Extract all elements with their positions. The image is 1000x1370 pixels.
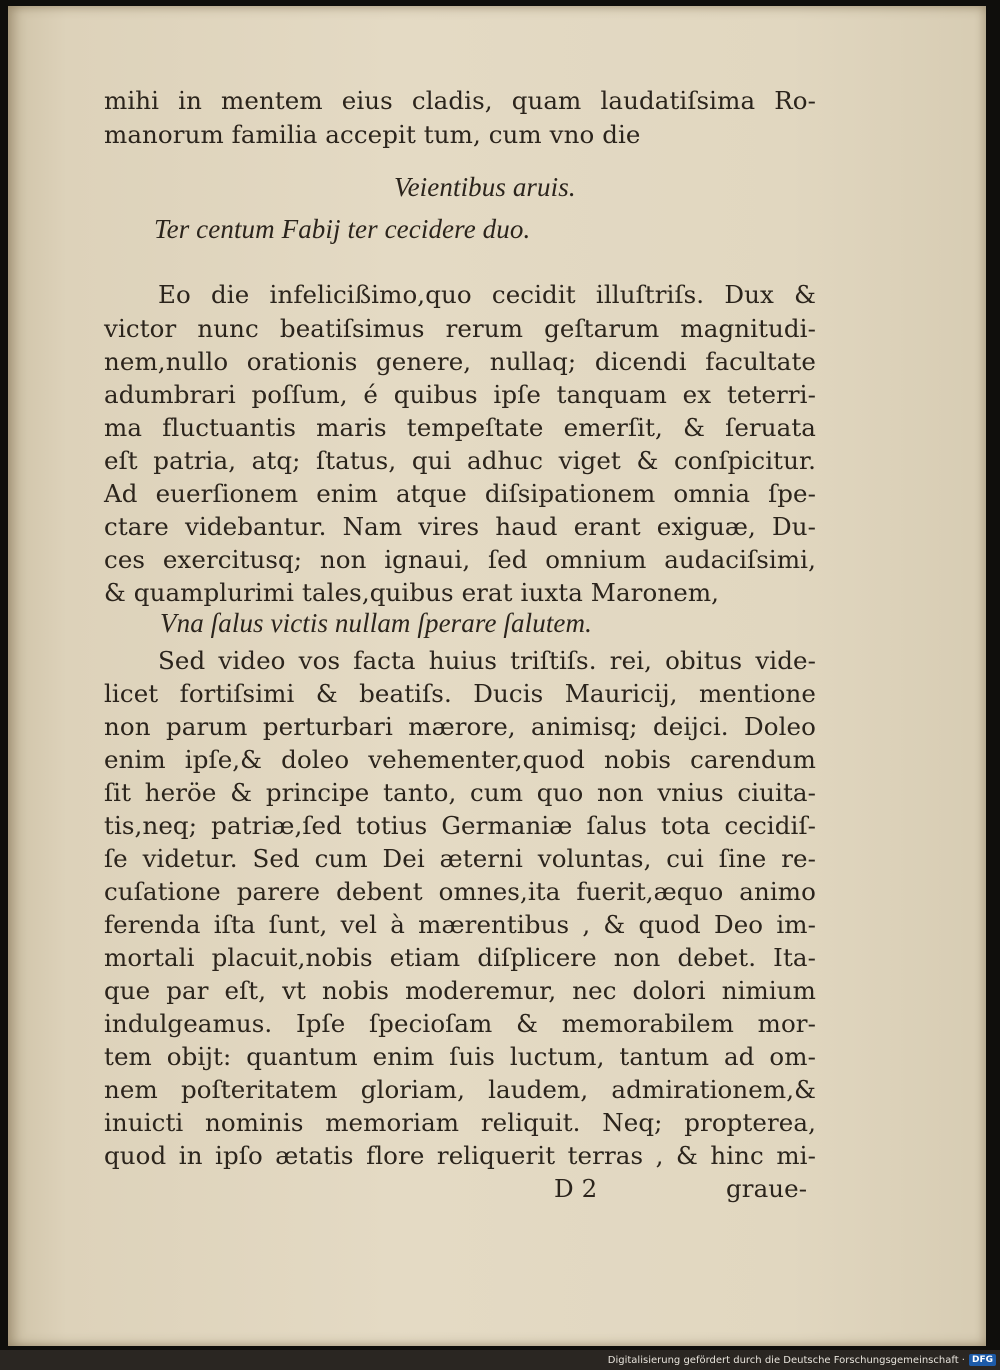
verse-line: Ter centum Fabij ter cecidere duo. <box>154 214 531 244</box>
text-line: nem poſteritatem gloriam, laudem, admirationem,& <box>104 1075 816 1104</box>
text-line: ferenda iſta ſunt, vel à mærentibus , & quod Deo im- <box>104 910 816 939</box>
text-line: manorum familia accepit tum, cum vno die <box>104 120 641 149</box>
text-line: que par eſt, vt nobis moderemur, nec dolori nimium <box>104 976 816 1005</box>
catchword: graue- <box>726 1174 808 1203</box>
text-line: adumbrari poſſum, é quibus ipſe tanquam ex teterri- <box>104 380 816 409</box>
text-line: & quamplurimi tales,quibus erat iuxta Maronem, <box>104 578 720 607</box>
verse-line: Vna ſalus victis nullam ſperare ſalutem. <box>160 608 592 638</box>
text-line: inuicti nominis memoriam reliquit. Neq; propterea, <box>104 1108 816 1137</box>
text-line: ces exercitusq; non ignaui, ſed omnium audaciſsimi, <box>104 545 816 574</box>
text-line: quod in ipſo ætatis flore reliquerit terras , & hinc mi- <box>104 1141 816 1170</box>
text-line: eſt patria, atq; ſtatus, qui adhuc viget & conſpicitur. <box>104 446 816 475</box>
text-line: cuſatione parere debent omnes,ita fuerit,æquo animo <box>104 877 816 906</box>
paper-sheet <box>8 6 986 1346</box>
text-line: mortali placuit,nobis etiam diſplicere non debet. Ita- <box>104 943 816 972</box>
footer-text: Digitalisierung gefördert durch die Deutsche Forschungsgemeinschaft · <box>607 1354 965 1366</box>
text-line: tis,neq; patriæ,ſed totius Germaniæ ſalus tota cecidiſ- <box>104 811 816 840</box>
text-line: nem,nullo orationis genere, nullaq; dicendi facultate <box>104 347 816 376</box>
text-line: tem obijt: quantum enim ſuis luctum, tantum ad om- <box>104 1042 816 1071</box>
text-line: Sed video vos facta huius triſtiſs. rei, obitus vide- <box>158 646 816 675</box>
text-line: licet fortiſsimi & beatiſs. Ducis Mauricij, mentione <box>104 679 816 708</box>
dfg-logo-icon: DFG <box>969 1354 996 1366</box>
text-line: Eo die infelicißimo,quo cecidit illuſtriſs. Dux & <box>158 280 816 309</box>
text-line: Ad euerſionem enim atque diſsipationem omnia ſpe- <box>104 479 816 508</box>
text-line: ctare videbantur. Nam vires haud erant exiguæ, Du- <box>104 512 816 541</box>
text-line: mihi in mentem eius cladis, quam laudatiſsima Ro- <box>104 86 816 115</box>
text-line: ſe videtur. Sed cum Dei æterni voluntas, cui ſine re- <box>104 844 816 873</box>
text-line: victor nunc beatiſsimus rerum geſtarum magnitudi- <box>104 314 816 343</box>
text-line: enim ipſe,& doleo vehementer,quod nobis carendum <box>104 745 816 774</box>
text-line: ſit heröe & principe tanto, cum quo non vnius ciuita- <box>104 778 816 807</box>
text-line: ma fluctuantis maris tempeſtate emerſit, & ſeruata <box>104 413 816 442</box>
signature-mark: D 2 <box>554 1174 598 1203</box>
text-line: non parum perturbari mærore, animisq; deijci. Doleo <box>104 712 816 741</box>
text-line: indulgeamus. Ipſe ſpecioſam & memorabilem mor- <box>104 1009 816 1038</box>
digitization-footer <box>608 1352 996 1368</box>
verse-line: Veientibus aruis. <box>394 172 576 202</box>
